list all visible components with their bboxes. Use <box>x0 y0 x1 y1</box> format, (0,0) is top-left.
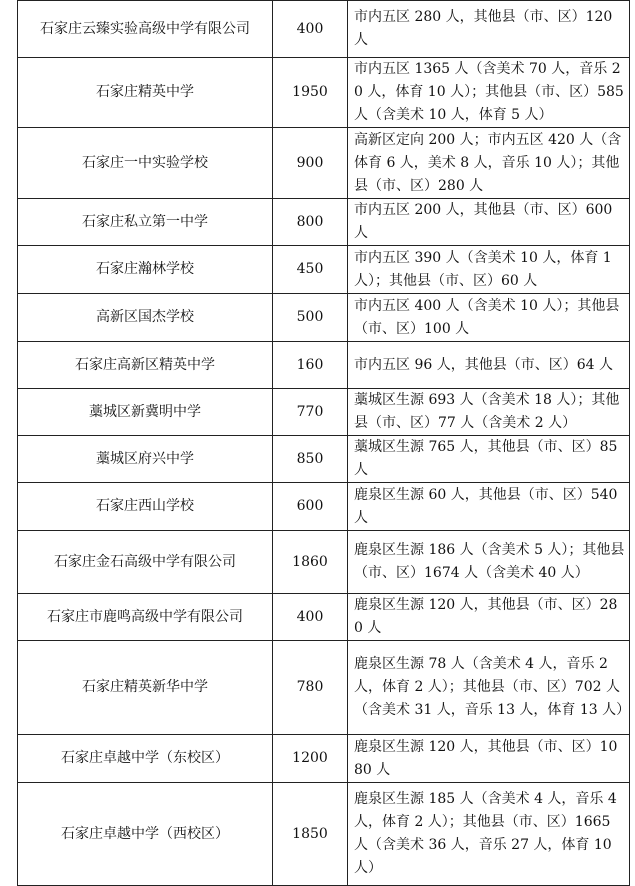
school-name-cell: 石家庄精英新华中学 <box>18 641 273 735</box>
distribution-cell: 鹿泉区生源 78 人（含美术 4 人，音乐 2 人，体育 2 人）；其他县（市、区）702 人（含美术 31 人，音乐 13 人，体育 13 人） <box>348 641 630 735</box>
table-row <box>18 783 630 886</box>
table-row <box>18 246 630 294</box>
distribution-cell: 鹿泉区生源 186 人（含美术 5 人）；其他县（市、区）1674 人（含美术 40 人） <box>348 531 630 594</box>
table-row <box>18 342 630 389</box>
quota-cell: 850 <box>273 436 348 483</box>
table-row <box>18 199 630 246</box>
table-row <box>18 1 630 58</box>
quota-cell: 780 <box>273 641 348 735</box>
quota-cell: 1950 <box>273 58 348 128</box>
table-row <box>18 531 630 594</box>
quota-cell: 1860 <box>273 531 348 594</box>
quota-cell: 770 <box>273 389 348 436</box>
distribution-cell: 市内五区 400 人（含美术 10 人）；其他县（市、区）100 人 <box>348 294 630 342</box>
quota-cell: 800 <box>273 199 348 246</box>
distribution-cell: 鹿泉区生源 120 人，其他县（市、区）1080 人 <box>348 735 630 783</box>
distribution-cell: 鹿泉区生源 185 人（含美术 4 人，音乐 4 人，体育 2 人）；其他县（市、区）1665 人（含美术 36 人，音乐 27 人，体育 10 人） <box>348 783 630 886</box>
distribution-cell: 市内五区 390 人（含美术 10 人，体育 1 人）；其他县（市、区）60 人 <box>348 246 630 294</box>
school-name-cell: 石家庄市鹿鸣高级中学有限公司 <box>18 594 273 641</box>
quota-cell: 600 <box>273 483 348 531</box>
quota-cell: 1200 <box>273 735 348 783</box>
table-row <box>18 735 630 783</box>
quota-cell: 400 <box>273 1 348 58</box>
school-name-cell: 石家庄西山学校 <box>18 483 273 531</box>
enrollment-table <box>17 0 630 886</box>
quota-cell: 160 <box>273 342 348 389</box>
table-row <box>18 128 630 199</box>
school-name-cell: 石家庄私立第一中学 <box>18 199 273 246</box>
school-name-cell: 藁城区新冀明中学 <box>18 389 273 436</box>
quota-cell: 500 <box>273 294 348 342</box>
distribution-cell: 藁城区生源 693 人（含美术 18 人）；其他县（市、区）77 人（含美术 2 人） <box>348 389 630 436</box>
table-row <box>18 483 630 531</box>
distribution-cell: 市内五区 96 人，其他县（市、区）64 人 <box>348 342 630 389</box>
quota-cell: 1850 <box>273 783 348 886</box>
table-row <box>18 294 630 342</box>
distribution-cell: 鹿泉区生源 60 人，其他县（市、区）540 人 <box>348 483 630 531</box>
school-name-cell: 石家庄云臻实验高级中学有限公司 <box>18 1 273 58</box>
table-row <box>18 436 630 483</box>
school-name-cell: 石家庄卓越中学（西校区） <box>18 783 273 886</box>
distribution-cell: 市内五区 280 人，其他县（市、区）120 人 <box>348 1 630 58</box>
school-name-cell: 石家庄一中实验学校 <box>18 128 273 199</box>
school-name-cell: 高新区国杰学校 <box>18 294 273 342</box>
distribution-cell: 高新区定向 200 人；市内五区 420 人（含体育 6 人，美术 8 人，音乐 10 人）；其他县（市、区）280 人 <box>348 128 630 199</box>
school-name-cell: 藁城区府兴中学 <box>18 436 273 483</box>
distribution-cell: 鹿泉区生源 120 人，其他县（市、区）280 人 <box>348 594 630 641</box>
distribution-cell: 市内五区 200 人，其他县（市、区）600 人 <box>348 199 630 246</box>
school-name-cell: 石家庄高新区精英中学 <box>18 342 273 389</box>
table-row <box>18 389 630 436</box>
table-row <box>18 58 630 128</box>
school-name-cell: 石家庄瀚林学校 <box>18 246 273 294</box>
school-name-cell: 石家庄精英中学 <box>18 58 273 128</box>
distribution-cell: 藁城区生源 765 人，其他县（市、区）85 人 <box>348 436 630 483</box>
school-name-cell: 石家庄卓越中学（东校区） <box>18 735 273 783</box>
school-name-cell: 石家庄金石高级中学有限公司 <box>18 531 273 594</box>
table-row <box>18 641 630 735</box>
quota-cell: 450 <box>273 246 348 294</box>
table-body <box>18 1 630 886</box>
quota-cell: 400 <box>273 594 348 641</box>
table-row <box>18 594 630 641</box>
distribution-cell: 市内五区 1365 人（含美术 70 人，音乐 20 人，体育 10 人）；其他县（市、区）585 人（含美术 10 人，体育 5 人） <box>348 58 630 128</box>
quota-cell: 900 <box>273 128 348 199</box>
